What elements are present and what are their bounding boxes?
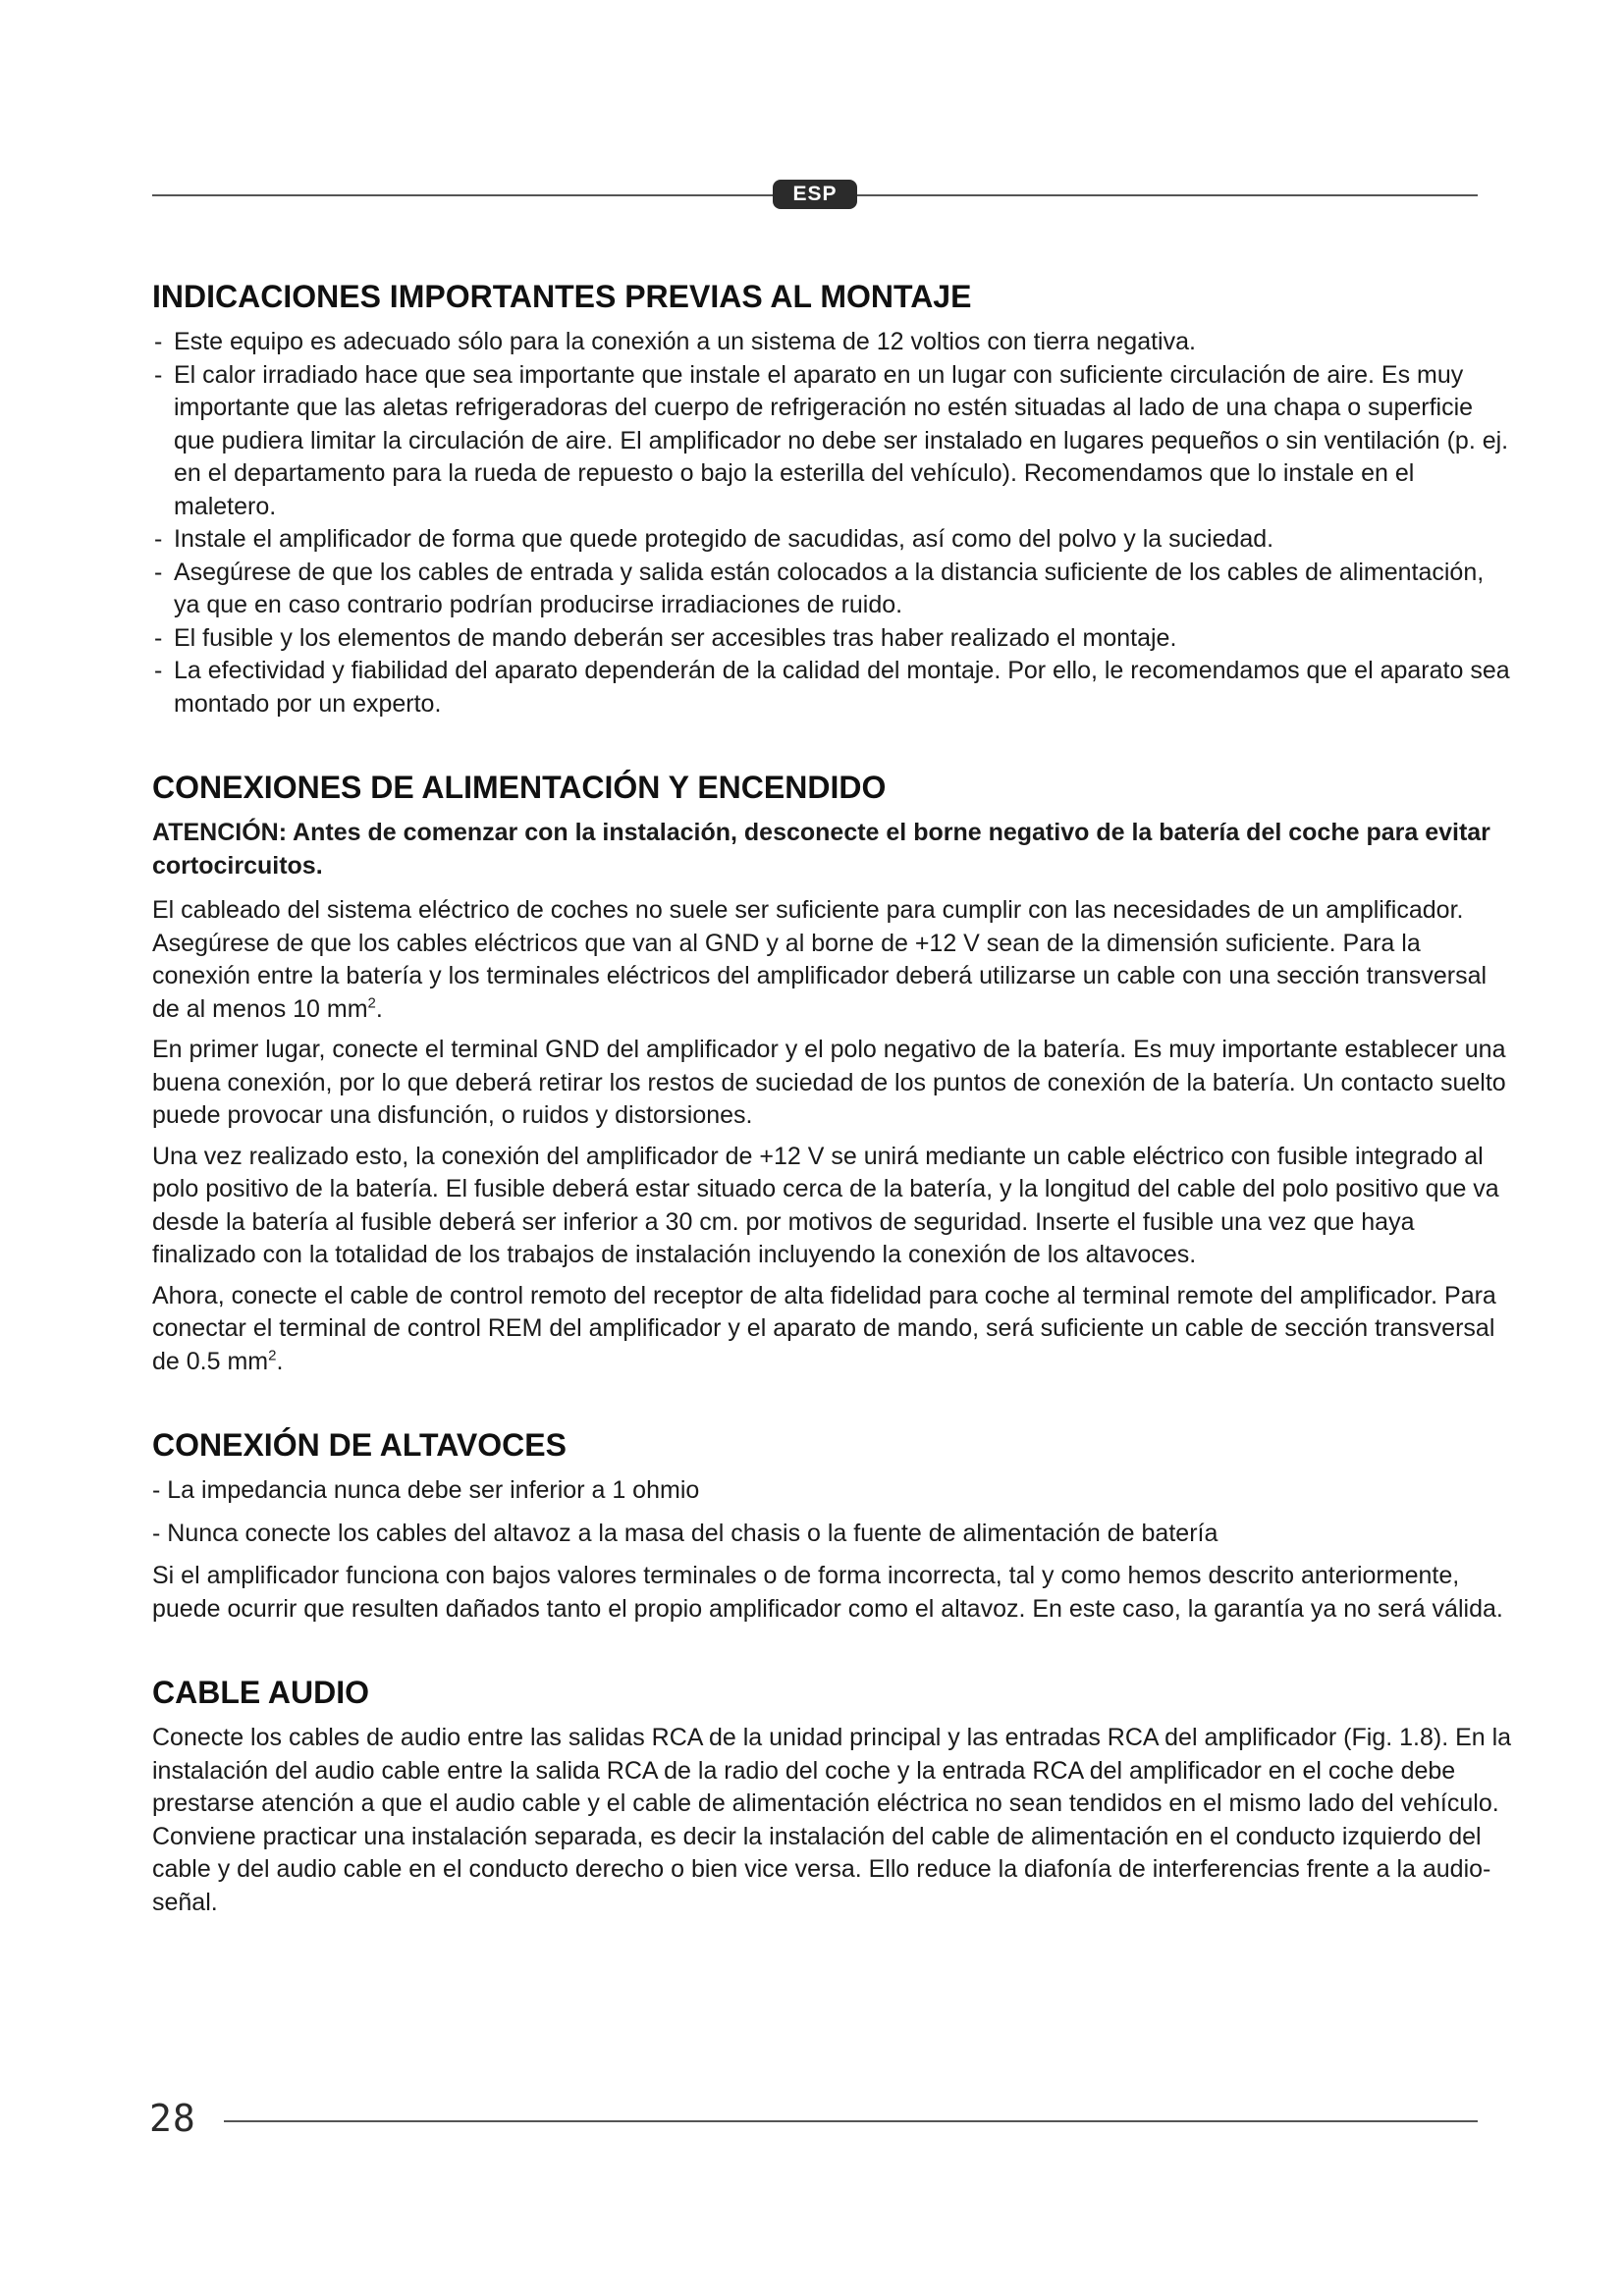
paragraph-end: . <box>276 1347 284 1375</box>
section-title: CABLE AUDIO <box>152 1675 370 1710</box>
superscript: 2 <box>268 1347 277 1364</box>
section-title: CONEXIÓN DE ALTAVOCES <box>152 1427 567 1463</box>
list-item: - El fusible y los elementos de mando deberán ser accesibles tras haber realizado el montaje. <box>152 622 1512 656</box>
list-item: - El calor irradiado hace que sea importante que instale el aparato en un lugar con suficiente circulación de aire. Es muy importante que las aletas refrigeradoras del cuerpo de refrigeración no estén situadas al lado de una chapa o superficie que pudiera limitar la circulación de aire. El amplificador no debe ser instalado en lugares pequeños o sin ventilación (p. ej. en el departamento para la rueda de repuesto o bajo la esterilla del vehículo). Recomendamos que lo instale en el maletero. <box>152 359 1512 524</box>
section-montaje <box>152 277 1512 721</box>
paragraph: Si el amplificador funciona con bajos valores terminales o de forma incorrecta, tal y como hemos descrito anteriormente, puede ocurrir que resulten dañados tanto el propio amplificador como el altavoz. En este caso, la garantía ya no será válida. <box>152 1562 1503 1623</box>
page-number: 28 <box>149 2097 196 2140</box>
paragraph: Una vez realizado esto, la conexión del amplificador de +12 V se unirá mediante un cable eléctrico con fusible integrado al polo positivo de la batería. El fusible deberá estar situado cerca de la batería, y la longitud del cable del polo positivo que va desde la batería al fusible deberá ser inferior a 30 cm. por motivos de seguridad. Inserte el fusible una vez que haya finalizado con la totalidad de los trabajos de instalación incluyendo la conexión de los altavoces. <box>152 1142 1499 1268</box>
paragraph-end: . <box>375 994 383 1023</box>
section-title: CONEXIONES DE ALIMENTACIÓN Y ENCENDIDO <box>152 770 887 805</box>
superscript: 2 <box>367 994 376 1012</box>
list-item: - Asegúrese de que los cables de entrada y salida están colocados a la distancia suficiente de los cables de alimentación, ya que en caso contrario podrían producirse irradiaciones de ruido. <box>152 557 1512 622</box>
paragraph: En primer lugar, conecte el terminal GND del amplificador y el polo negativo de la batería. Es muy importante establecer una buena conexión, por lo que deberá retirar los restos de suciedad de los puntos de conexión de la batería. Un contacto suelto puede provocar una disfunción, o ruidos y distorsiones. <box>152 1036 1506 1129</box>
list-item: - La impedancia nunca debe ser inferior a 1 ohmio <box>152 1476 700 1504</box>
page-header <box>152 180 1478 209</box>
list-item: - Instale el amplificador de forma que quede protegido de sacudidas, así como del polvo y la suciedad. <box>152 523 1512 557</box>
paragraph-text: El cableado del sistema eléctrico de coches no suele ser suficiente para cumplir con las necesidades de un amplificador. Asegúrese de que los cables eléctricos que van al GND y al borne de +12 V sean de la dimensión suficiente. Para la conexión entre la batería y los terminales eléctricos del amplificador deberá utilizarse un cable con una sección transversal de al menos 10 mm <box>152 896 1488 1023</box>
list-item: - La efectividad y fiabilidad del aparato dependerán de la calidad del montaje. Por ello, le recomendamos que el aparato sea montado por un experto. <box>152 655 1512 721</box>
warning-text: ATENCIÓN: Antes de comenzar con la instalación, desconecte el borne negativo de la batería del coche para evitar cortocircuitos. <box>152 819 1490 880</box>
list-item: - Este equipo es adecuado sólo para la conexión a un sistema de 12 voltios con tierra negativa. <box>152 326 1512 359</box>
header-rule-left <box>152 194 773 196</box>
list-item: - Nunca conecte los cables del altavoz a la masa del chasis o la fuente de alimentación de batería <box>152 1519 1218 1547</box>
page-footer <box>149 2097 1478 2140</box>
paragraph <box>152 1280 1512 1379</box>
header-rule-right <box>857 194 1478 196</box>
section-audio <box>152 1673 1512 1919</box>
section-alimentacion <box>152 768 1512 1378</box>
section-title: INDICACIONES IMPORTANTES PREVIAS AL MONTAJE <box>152 279 972 314</box>
paragraph-text: Ahora, conecte el cable de control remoto del receptor de alta fidelidad para coche al terminal remote del amplificador. Para conectar el terminal de control REM del amplificador y el aparato de mando, será suficiente un cable de sección transversal de 0.5 mm <box>152 1281 1496 1375</box>
page-content <box>152 277 1512 1927</box>
paragraph: Conecte los cables de audio entre las salidas RCA de la unidad principal y las entradas RCA del amplificador (Fig. 1.8). En la instalación del audio cable entre la salida RCA de la radio del coche y la entrada RCA del amplificador en el coche debe prestarse atención a que el audio cable y el cable de alimentación eléctrica no sean tendidos en el mismo lado del vehículo. Conviene practicar una instalación separada, es decir la instalación del cable de alimentación en el conducto izquierdo del cable y del audio cable en el conducto derecho o bien vice versa. Ello reduce la diafonía de interferencias frente a la audio-señal. <box>152 1724 1512 1916</box>
montaje-list <box>152 326 1512 721</box>
paragraph <box>152 894 1512 1026</box>
language-badge: ESP <box>773 180 857 209</box>
footer-rule <box>224 2120 1478 2122</box>
section-altavoces <box>152 1425 1512 1626</box>
